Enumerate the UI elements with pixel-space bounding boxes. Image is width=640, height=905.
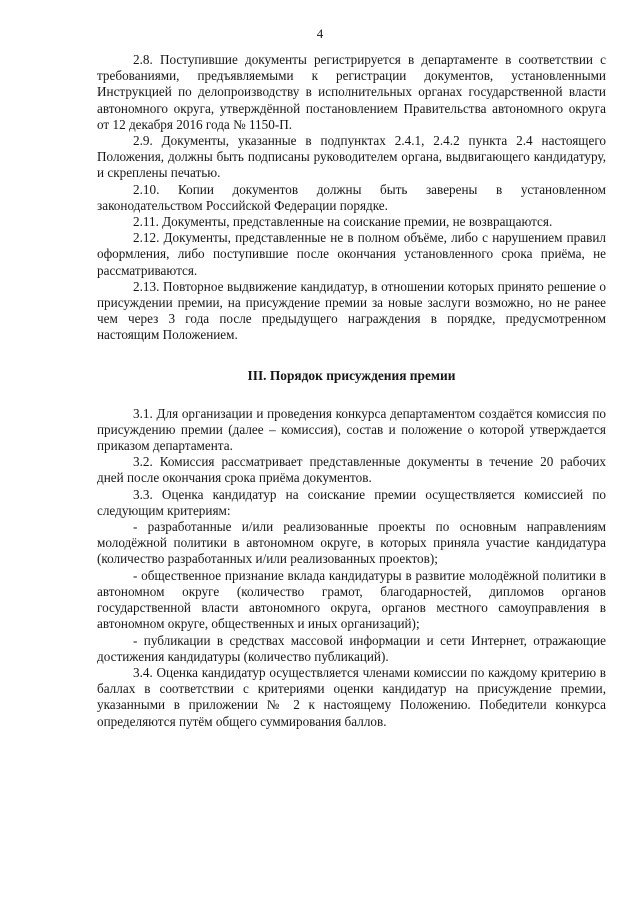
paragraph-3-2: 3.2. Комиссия рассматривает представленные документы в течение 20 рабочих дней после окончания срока приёма документов.	[97, 454, 606, 486]
paragraph-2-12: 2.12. Документы, представленные не в полном объёме, либо с нарушением правил оформления, либо поступившие после окончания установленного срока приёма, не рассматриваются.	[97, 230, 606, 278]
paragraph-2-9: 2.9. Документы, указанные в подпунктах 2.4.1, 2.4.2 пункта 2.4 настоящего Положения, должны быть подписаны руководителем органа, выдвигающего кандидатуру, и скреплены печатью.	[97, 133, 606, 181]
paragraph-2-8: 2.8. Поступившие документы регистрируется в департаменте в соответствии с требованиями, предъявляемыми к регистрации документов, установленными Инструкцией по делопроизводству в исполнительных органах государственной власти автономного округа, утверждённой постановлением Правительства автономного округа от 12 декабря 2016 года № 1150-П.	[97, 52, 606, 132]
document-body	[97, 52, 606, 730]
page-number: 4	[316, 26, 324, 41]
criterion-projects: - разработанные и/или реализованные проекты по основным направлениям молодёжной политики в автономном округе, в которых приняла участие кандидатура (количество разработанных и/или реализованных проектов);	[97, 519, 606, 567]
paragraph-2-11: 2.11. Документы, представленные на соискание премии, не возвращаются.	[133, 214, 553, 230]
paragraph-2-13: 2.13. Повторное выдвижение кандидатур, в отношении которых принято решение о присуждении премии, на присуждение премии за новые заслуги возможно, но не ранее чем через 3 года после предыдущего награждения в порядке, предусмотренном настоящим Положением.	[97, 278, 606, 343]
paragraph-3-3: 3.3. Оценка кандидатур на соискание премии осуществляется комиссией по следующим критериям:	[97, 486, 606, 518]
paragraph-2-10: 2.10. Копии документов должны быть заверены в установленном законодательством Российской Федерации порядке.	[97, 181, 606, 213]
paragraph-3-4: 3.4. Оценка кандидатур осуществляется членами комиссии по каждому критерию в баллах в соответствии с критериями оценки кандидатур на присуждение премии, указанными в приложении № 2 к настоящему Положению. Победители конкурса определяются путём общего суммирования баллов.	[97, 664, 606, 729]
section-heading: III. Порядок присуждения премии	[247, 367, 456, 383]
criterion-publications: - публикации в средствах массовой информации и сети Интернет, отражающие достижения кандидатуры (количество публикаций).	[97, 632, 606, 664]
paragraph-3-1: 3.1. Для организации и проведения конкурса департаментом создаётся комиссия по присуждению премии (далее – комиссия), состав и положение о которой утверждается приказом департамента.	[97, 405, 606, 454]
criterion-recognition: - общественное признание вклада кандидатуры в развитие молодёжной политики в автономном округе (количество грамот, благодарностей, дипломов органов государственной власти автономного округа, органов местного самоуправления в автономном округе, общественных и иных организаций);	[97, 567, 606, 632]
